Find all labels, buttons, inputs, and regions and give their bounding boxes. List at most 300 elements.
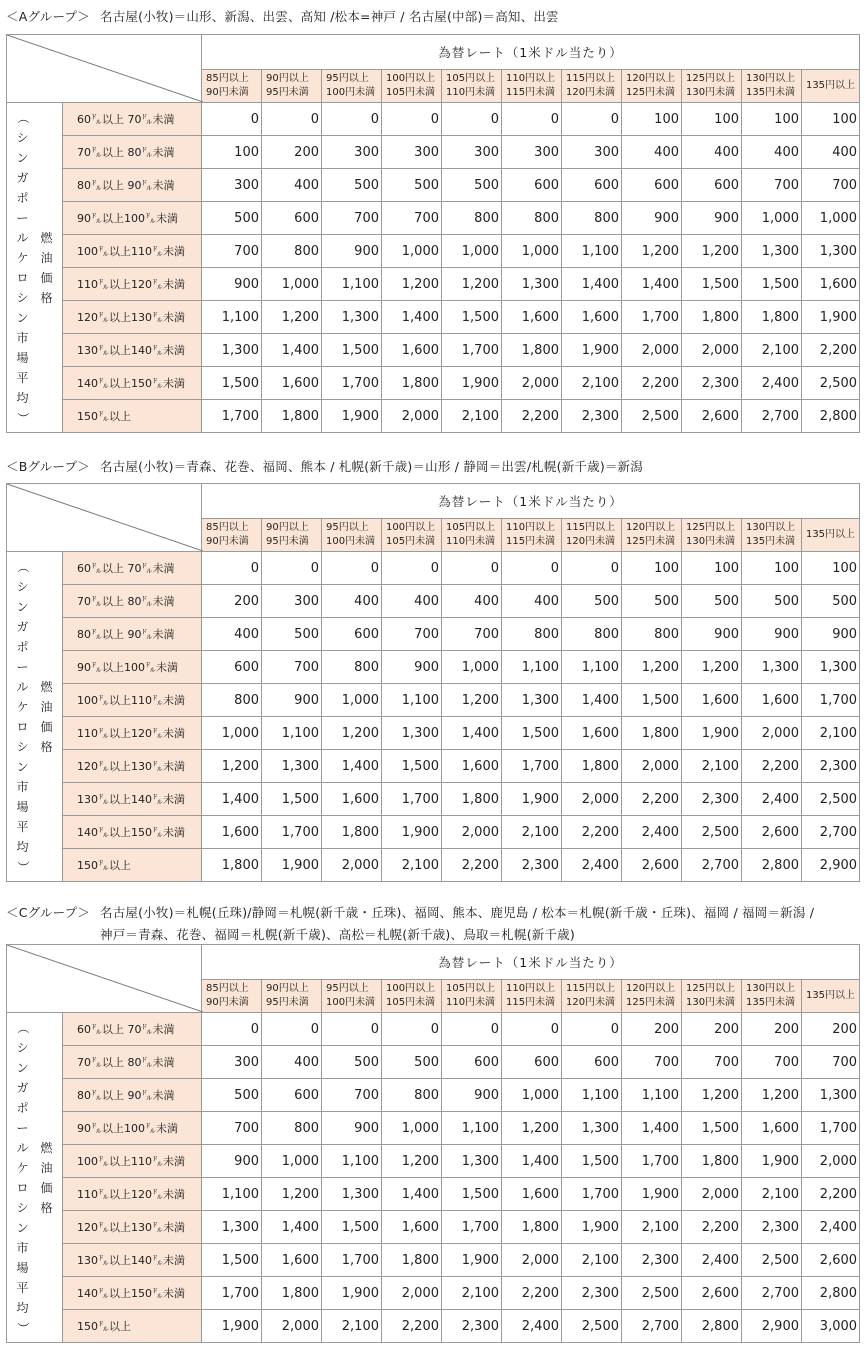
fx-column-header-line: 125円未満 [626, 536, 676, 547]
surcharge-value: 2,600 [682, 400, 742, 433]
group-cities-continued: 神戸＝青森、花巻、福岡＝札幌(新千歳)、高松＝札幌(新千歳)、鳥取＝札幌(新千歳) [100, 927, 575, 942]
surcharge-value: 100 [742, 552, 802, 585]
surcharge-value: 1,500 [682, 1112, 742, 1145]
surcharge-value: 500 [262, 618, 322, 651]
surcharge-value: 2,200 [562, 816, 622, 849]
fx-column-header-line: 95円以上 [326, 73, 369, 84]
side-label-char: （ [15, 1021, 30, 1034]
surcharge-value: 800 [262, 1112, 322, 1145]
surcharge-value: 1,200 [622, 651, 682, 684]
surcharge-value: 1,200 [202, 750, 262, 783]
side-label-char: 格 [40, 739, 53, 754]
surcharge-value: 1,200 [382, 268, 442, 301]
surcharge-value: 1,000 [262, 1145, 322, 1178]
surcharge-value: 2,400 [562, 849, 622, 882]
surcharge-value: 2,700 [802, 816, 860, 849]
fx-column-header-line: 110円未満 [446, 536, 496, 547]
surcharge-value: 900 [802, 618, 860, 651]
fx-column-header-line: 135円未満 [746, 87, 796, 98]
side-label-char: ー [16, 659, 29, 674]
side-label-char: （ [15, 560, 30, 573]
surcharge-value: 700 [202, 1112, 262, 1145]
fx-column-header-line: 125円以上 [686, 983, 736, 994]
surcharge-value: 1,400 [262, 334, 322, 367]
fx-column-header [502, 980, 562, 1013]
side-label-char: 価 [40, 270, 53, 285]
surcharge-value: 1,100 [322, 1145, 382, 1178]
fx-column-header-line: 115円未満 [506, 997, 556, 1008]
group-tag: ＜Cグループ＞ [6, 905, 91, 920]
surcharge-value: 1,200 [382, 1145, 442, 1178]
surcharge-value: 1,700 [382, 783, 442, 816]
surcharge-value: 1,600 [742, 1112, 802, 1145]
surcharge-value: 1,700 [562, 1178, 622, 1211]
fx-column-header-line: 90円以上 [266, 522, 309, 533]
side-label-char: 油 [40, 699, 53, 714]
side-label-char: 市 [16, 779, 29, 794]
surcharge-value: 1,000 [322, 684, 382, 717]
surcharge-value: 2,500 [802, 783, 860, 816]
surcharge-value: 1,600 [742, 684, 802, 717]
surcharge-value: 2,200 [442, 849, 502, 882]
surcharge-value: 1,900 [622, 1178, 682, 1211]
fx-column-header-line: 115円未満 [506, 536, 556, 547]
fuel-range-label: 150㌦以上 [63, 400, 202, 433]
surcharge-value: 1,500 [442, 301, 502, 334]
surcharge-value: 1,300 [802, 1079, 860, 1112]
fx-column-header-line: 95円未満 [266, 536, 309, 547]
side-label-char: 場 [16, 350, 29, 365]
surcharge-value: 2,100 [742, 334, 802, 367]
table-row [7, 1145, 860, 1178]
table-row [7, 1310, 860, 1343]
surcharge-value: 1,800 [442, 783, 502, 816]
surcharge-value: 0 [202, 552, 262, 585]
fx-column-header-line: 130円未満 [686, 87, 736, 98]
surcharge-value: 1,200 [502, 1112, 562, 1145]
surcharge-value: 1,800 [622, 717, 682, 750]
surcharge-value: 2,400 [742, 783, 802, 816]
side-label-char: ン [16, 759, 29, 774]
surcharge-value: 500 [682, 585, 742, 618]
side-label-char: （ [15, 111, 30, 124]
surcharge-value: 1,700 [802, 684, 860, 717]
fuel-range-label: 80㌦以上 90㌦未満 [63, 618, 202, 651]
surcharge-value: 800 [502, 202, 562, 235]
table-row [7, 1046, 860, 1079]
surcharge-value: 1,400 [622, 268, 682, 301]
side-label-char: 燃 [40, 1140, 53, 1155]
surcharge-value: 600 [262, 202, 322, 235]
fuel-range-label: 140㌦以上150㌦未満 [63, 367, 202, 400]
side-label-char: 平 [16, 370, 29, 385]
diagonal-line-icon [7, 945, 203, 1012]
fuel-price-side-label [7, 1013, 63, 1343]
surcharge-value: 1,100 [622, 1079, 682, 1112]
fx-column-header-line: 105円以上 [446, 983, 496, 994]
surcharge-value: 700 [622, 1046, 682, 1079]
side-label-stack [11, 1018, 59, 1338]
fuel-range-label: 90㌦以上100㌦未満 [63, 651, 202, 684]
fx-column-header-line: 100円以上 [386, 983, 436, 994]
side-label-char: ル [16, 679, 29, 694]
surcharge-value: 500 [322, 169, 382, 202]
surcharge-value: 0 [382, 1013, 442, 1046]
fx-column-header [682, 980, 742, 1013]
side-label-char: 場 [16, 1260, 29, 1275]
surcharge-value: 100 [742, 103, 802, 136]
surcharge-value: 500 [742, 585, 802, 618]
surcharge-value: 2,000 [502, 367, 562, 400]
surcharge-value: 2,200 [502, 1277, 562, 1310]
fx-column-header-line: 115円以上 [566, 522, 616, 533]
side-label-char: 均 [16, 839, 29, 854]
surcharge-value: 1,900 [442, 367, 502, 400]
surcharge-value: 500 [382, 1046, 442, 1079]
surcharge-value: 1,400 [502, 1145, 562, 1178]
fx-column-header-line: 120円未満 [566, 536, 616, 547]
surcharge-value: 700 [322, 202, 382, 235]
surcharge-value: 1,900 [382, 816, 442, 849]
surcharge-value: 0 [382, 103, 442, 136]
surcharge-value: 1,300 [262, 750, 322, 783]
surcharge-value: 1,300 [322, 301, 382, 334]
side-label-char: ロ [16, 1180, 29, 1195]
side-label-char: ロ [16, 270, 29, 285]
table-row [7, 1079, 860, 1112]
fuel-range-label: 120㌦以上130㌦未満 [63, 301, 202, 334]
fuel-range-label: 80㌦以上 90㌦未満 [63, 1079, 202, 1112]
surcharge-value: 1,000 [502, 1079, 562, 1112]
side-label-char: 格 [40, 290, 53, 305]
surcharge-value: 1,300 [562, 1112, 622, 1145]
surcharge-value: 900 [622, 202, 682, 235]
fx-rate-header: 為替レート（1米ドル当たり） [202, 945, 860, 980]
fx-column-header-line: 90円以上 [266, 983, 309, 994]
side-label-char: ー [16, 210, 29, 225]
fx-column-header-line: 110円以上 [506, 983, 556, 994]
surcharge-value: 700 [382, 202, 442, 235]
surcharge-value: 1,600 [262, 367, 322, 400]
side-label-char: 平 [16, 1280, 29, 1295]
surcharge-value: 1,700 [202, 400, 262, 433]
surcharge-value: 1,400 [382, 301, 442, 334]
surcharge-value: 1,600 [262, 1244, 322, 1277]
fx-column-header-line: 130円以上 [746, 73, 796, 84]
surcharge-value: 400 [262, 169, 322, 202]
surcharge-value: 1,100 [262, 717, 322, 750]
surcharge-value: 2,300 [442, 1310, 502, 1343]
surcharge-value: 900 [742, 618, 802, 651]
surcharge-value: 2,700 [742, 400, 802, 433]
surcharge-value: 200 [202, 585, 262, 618]
surcharge-value: 600 [442, 1046, 502, 1079]
surcharge-value: 2,500 [622, 400, 682, 433]
fx-column-header [262, 980, 322, 1013]
surcharge-value: 1,700 [322, 1244, 382, 1277]
surcharge-value: 1,600 [322, 783, 382, 816]
surcharge-value: 1,800 [382, 1244, 442, 1277]
surcharge-value: 700 [742, 169, 802, 202]
surcharge-value: 700 [382, 618, 442, 651]
surcharge-value: 100 [682, 552, 742, 585]
surcharge-value: 700 [802, 1046, 860, 1079]
surcharge-value: 600 [202, 651, 262, 684]
group-caption [6, 902, 814, 924]
fx-column-header-line: 115円未満 [506, 87, 556, 98]
surcharge-value: 1,400 [262, 1211, 322, 1244]
surcharge-value: 1,300 [382, 717, 442, 750]
surcharge-value: 400 [382, 585, 442, 618]
surcharge-value: 1,500 [682, 268, 742, 301]
surcharge-value: 900 [262, 684, 322, 717]
surcharge-value: 300 [382, 136, 442, 169]
surcharge-value: 700 [442, 618, 502, 651]
surcharge-value: 500 [202, 1079, 262, 1112]
side-label-char: ン [16, 310, 29, 325]
surcharge-value: 2,100 [502, 816, 562, 849]
surcharge-value: 1,100 [202, 301, 262, 334]
surcharge-value: 400 [322, 585, 382, 618]
surcharge-value: 500 [562, 585, 622, 618]
fx-column-header [382, 980, 442, 1013]
fuel-range-label: 90㌦以上100㌦未満 [63, 1112, 202, 1145]
surcharge-value: 1,500 [622, 684, 682, 717]
fuel-range-label: 100㌦以上110㌦未満 [63, 684, 202, 717]
surcharge-value: 0 [322, 1013, 382, 1046]
table-row [7, 1244, 860, 1277]
surcharge-value: 1,300 [502, 684, 562, 717]
surcharge-value: 800 [442, 202, 502, 235]
fx-column-header-line: 110円未満 [446, 997, 496, 1008]
surcharge-value: 900 [682, 618, 742, 651]
surcharge-value: 2,100 [562, 367, 622, 400]
surcharge-value: 1,900 [682, 717, 742, 750]
side-label-char: ン [16, 1060, 29, 1075]
surcharge-value: 500 [802, 585, 860, 618]
surcharge-value: 2,500 [562, 1310, 622, 1343]
surcharge-value: 1,700 [502, 750, 562, 783]
side-label-char: シ [16, 290, 29, 305]
surcharge-value: 400 [802, 136, 860, 169]
corner-cell [7, 945, 202, 1013]
surcharge-value: 1,800 [322, 816, 382, 849]
fx-column-header-line: 100円以上 [386, 73, 436, 84]
surcharge-value: 2,400 [802, 1211, 860, 1244]
surcharge-value: 2,500 [622, 1277, 682, 1310]
surcharge-value: 1,200 [622, 235, 682, 268]
fx-column-header-line: 135円以上 [805, 80, 856, 91]
surcharge-value: 2,100 [442, 1277, 502, 1310]
surcharge-value: 1,800 [382, 367, 442, 400]
surcharge-value: 1,500 [202, 1244, 262, 1277]
side-label-char: ガ [16, 619, 29, 634]
surcharge-value: 2,800 [802, 400, 860, 433]
fx-column-header-line: 105円以上 [446, 522, 496, 533]
surcharge-value: 100 [622, 103, 682, 136]
surcharge-value: 1,300 [202, 1211, 262, 1244]
fx-column-header-line: 120円以上 [626, 522, 676, 533]
table-row [7, 1013, 860, 1046]
surcharge-value: 1,700 [262, 816, 322, 849]
surcharge-value: 1,000 [442, 651, 502, 684]
side-label-char: ン [16, 599, 29, 614]
fx-column-header-line: 115円以上 [566, 73, 616, 84]
side-label-char: ル [16, 1140, 29, 1155]
surcharge-value: 2,100 [682, 750, 742, 783]
side-label-char: ） [15, 1321, 30, 1334]
surcharge-value: 2,000 [682, 334, 742, 367]
surcharge-value: 400 [262, 1046, 322, 1079]
surcharge-value: 0 [562, 1013, 622, 1046]
surcharge-value: 500 [202, 202, 262, 235]
side-label-char: ） [15, 411, 30, 424]
surcharge-value: 200 [682, 1013, 742, 1046]
surcharge-value: 1,900 [202, 1310, 262, 1343]
surcharge-value: 0 [442, 103, 502, 136]
surcharge-value: 2,000 [562, 783, 622, 816]
surcharge-value: 1,500 [322, 1211, 382, 1244]
surcharge-value: 1,500 [742, 268, 802, 301]
fx-column-header [562, 980, 622, 1013]
surcharge-value: 600 [562, 169, 622, 202]
fx-column-header-line: 85円以上 [206, 522, 249, 533]
fx-rate-header: 為替レート（1米ドル当たり） [202, 35, 860, 70]
fx-column-header-line: 130円以上 [746, 522, 796, 533]
side-label-char: 価 [40, 1180, 53, 1195]
fx-column-header-line: 125円以上 [686, 73, 736, 84]
surcharge-value: 400 [742, 136, 802, 169]
surcharge-value: 100 [802, 552, 860, 585]
surcharge-value: 300 [202, 1046, 262, 1079]
surcharge-value: 2,100 [562, 1244, 622, 1277]
surcharge-value: 1,600 [382, 1211, 442, 1244]
surcharge-value: 1,000 [262, 268, 322, 301]
surcharge-value: 500 [622, 585, 682, 618]
side-label-char: ケ [16, 250, 29, 265]
fuel-range-label: 130㌦以上140㌦未満 [63, 1244, 202, 1277]
surcharge-value: 1,600 [802, 268, 860, 301]
surcharge-value: 700 [202, 235, 262, 268]
surcharge-value: 1,000 [802, 202, 860, 235]
surcharge-value: 1,600 [562, 301, 622, 334]
surcharge-value: 600 [682, 169, 742, 202]
surcharge-value: 0 [502, 1013, 562, 1046]
surcharge-value: 1,200 [262, 301, 322, 334]
side-label-char: ー [16, 1120, 29, 1135]
surcharge-value: 2,200 [682, 1211, 742, 1244]
surcharge-value: 2,800 [802, 1277, 860, 1310]
side-label-char: ） [15, 860, 30, 873]
surcharge-value: 0 [502, 552, 562, 585]
side-label-char: ケ [16, 699, 29, 714]
side-label-char: 平 [16, 819, 29, 834]
surcharge-value: 200 [742, 1013, 802, 1046]
surcharge-value: 900 [382, 651, 442, 684]
surcharge-value: 0 [202, 103, 262, 136]
surcharge-value: 1,700 [442, 1211, 502, 1244]
surcharge-value: 2,300 [622, 1244, 682, 1277]
side-label-char: 油 [40, 250, 53, 265]
surcharge-value: 1,300 [802, 651, 860, 684]
surcharge-value: 2,600 [682, 1277, 742, 1310]
surcharge-value: 2,400 [742, 367, 802, 400]
surcharge-value: 1,700 [322, 367, 382, 400]
surcharge-value: 300 [442, 136, 502, 169]
fuel-range-label: 140㌦以上150㌦未満 [63, 1277, 202, 1310]
side-label-char: 油 [40, 1160, 53, 1175]
surcharge-value: 2,000 [262, 1310, 322, 1343]
surcharge-value: 2,500 [742, 1244, 802, 1277]
side-label-fuel-price [39, 1138, 55, 1218]
fuel-range-label: 60㌦以上 70㌦未満 [63, 552, 202, 585]
surcharge-value: 0 [262, 103, 322, 136]
surcharge-value: 1,800 [502, 1211, 562, 1244]
side-label-char: ン [16, 1220, 29, 1235]
surcharge-value: 900 [202, 1145, 262, 1178]
surcharge-value: 500 [322, 1046, 382, 1079]
fx-column-header [202, 980, 262, 1013]
surcharge-value: 1,700 [622, 301, 682, 334]
surcharge-value: 900 [682, 202, 742, 235]
surcharge-value: 1,400 [562, 684, 622, 717]
surcharge-value: 3,000 [802, 1310, 860, 1343]
surcharge-value: 1,000 [742, 202, 802, 235]
surcharge-value: 1,800 [202, 849, 262, 882]
fuel-range-label: 60㌦以上 70㌦未満 [63, 1013, 202, 1046]
surcharge-value: 1,500 [562, 1145, 622, 1178]
surcharge-value: 200 [802, 1013, 860, 1046]
surcharge-value: 2,400 [682, 1244, 742, 1277]
surcharge-value: 2,000 [502, 1244, 562, 1277]
side-label-char: ケ [16, 1160, 29, 1175]
surcharge-value: 2,100 [442, 400, 502, 433]
surcharge-value: 1,900 [442, 1244, 502, 1277]
surcharge-value: 2,000 [322, 849, 382, 882]
fx-column-header-line: 125円未満 [626, 997, 676, 1008]
surcharge-value: 2,100 [742, 1178, 802, 1211]
table-row [7, 1112, 860, 1145]
fx-column-header-line: 110円以上 [506, 73, 556, 84]
surcharge-value: 2,800 [682, 1310, 742, 1343]
surcharge-value: 400 [202, 618, 262, 651]
surcharge-value: 1,500 [202, 367, 262, 400]
surcharge-value: 800 [562, 618, 622, 651]
surcharge-value: 0 [442, 1013, 502, 1046]
surcharge-value: 1,100 [562, 235, 622, 268]
surcharge-value: 1,600 [442, 750, 502, 783]
surcharge-value: 1,100 [562, 651, 622, 684]
surcharge-value: 1,400 [442, 717, 502, 750]
side-label-char: 市 [16, 330, 29, 345]
surcharge-value: 0 [322, 552, 382, 585]
fx-column-header-line: 110円未満 [446, 87, 496, 98]
surcharge-value: 1,900 [322, 1277, 382, 1310]
fx-column-header-line: 130円未満 [686, 997, 736, 1008]
surcharge-value: 1,700 [802, 1112, 860, 1145]
surcharge-value: 2,200 [382, 1310, 442, 1343]
fx-column-header-line: 105円未満 [386, 87, 436, 98]
surcharge-value: 800 [622, 618, 682, 651]
surcharge-value: 2,100 [802, 717, 860, 750]
surcharge-value: 2,900 [802, 849, 860, 882]
surcharge-value: 0 [562, 103, 622, 136]
surcharge-value: 800 [202, 684, 262, 717]
group-tag: ＜Bグループ＞ [6, 459, 90, 474]
surcharge-value: 300 [202, 169, 262, 202]
fx-column-header [442, 980, 502, 1013]
surcharge-value: 1,300 [742, 651, 802, 684]
